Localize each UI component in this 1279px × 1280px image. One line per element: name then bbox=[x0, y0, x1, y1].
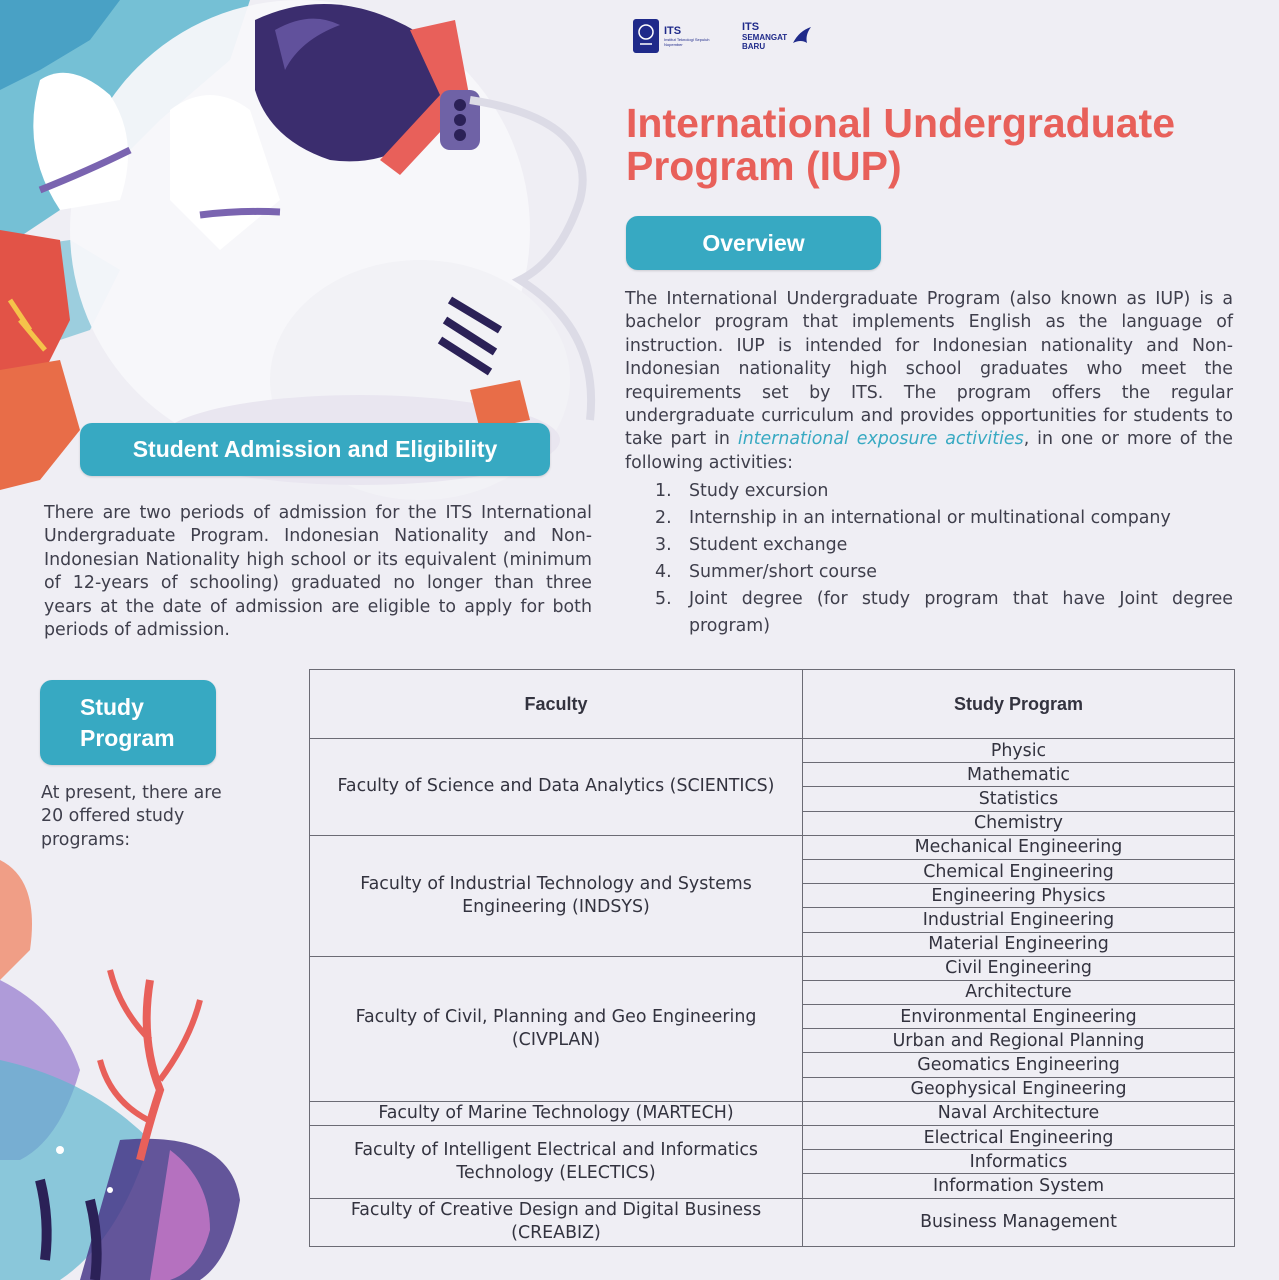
table-row bbox=[310, 1101, 1235, 1125]
study-program-cell: Geophysical Engineering bbox=[803, 1077, 1235, 1101]
faculty-column-header: Faculty bbox=[310, 670, 803, 739]
overview-text-before: The International Undergraduate Program (also known as IUP) is a bachelor program that implements English as the language of instruction. IUP is intended for Indonesian nationality and Non-Indonesian nationality high school graduates who meet the requirements set by ITS. The program offers the regular undergraduate curriculum and provides opportunities for students to take part in bbox=[625, 289, 1233, 450]
overview-paragraph bbox=[625, 288, 1233, 475]
list-item: 5. Joint degree (for study program that have Joint degree program) bbox=[655, 589, 1233, 636]
its-logo bbox=[632, 18, 724, 54]
study-program-cell: Physic bbox=[803, 739, 1235, 763]
study-program-cell: Chemistry bbox=[803, 811, 1235, 835]
study-program-cell: Chemical Engineering bbox=[803, 859, 1235, 883]
study-program-cell: Mathematic bbox=[803, 763, 1235, 787]
activities-list bbox=[655, 478, 1233, 640]
list-item: 1. Study excursion bbox=[655, 481, 829, 501]
study-program-cell: Civil Engineering bbox=[803, 956, 1235, 980]
faculty-cell: Faculty of Creative Design and Digital Business (CREABIZ) bbox=[310, 1198, 803, 1246]
study-program-cell: Statistics bbox=[803, 787, 1235, 811]
international-exposure-link[interactable]: international exposure activities bbox=[737, 429, 1024, 450]
study-program-cell: Business Management bbox=[803, 1198, 1235, 1246]
list-item: 3. Student exchange bbox=[655, 535, 848, 555]
study-program-cell: Information System bbox=[803, 1174, 1235, 1198]
page-title: International Undergraduate Program (IUP) bbox=[626, 100, 1176, 189]
faculty-cell: Faculty of Science and Data Analytics (SCIENTICS) bbox=[310, 739, 803, 836]
table-row bbox=[310, 739, 1235, 763]
study-program-cell: Material Engineering bbox=[803, 932, 1235, 956]
study-program-cell: Naval Architecture bbox=[803, 1101, 1235, 1125]
study-program-cell: Architecture bbox=[803, 980, 1235, 1004]
table-row bbox=[310, 835, 1235, 859]
study-heading-line1: Study bbox=[80, 693, 144, 720]
logo-bar bbox=[632, 18, 813, 54]
its-logo-icon bbox=[632, 18, 660, 54]
study-program-cell: Mechanical Engineering bbox=[803, 835, 1235, 859]
study-program-cell: Engineering Physics bbox=[803, 884, 1235, 908]
overview-text-after: , in one or more of the following activities: bbox=[625, 429, 1233, 473]
study-program-table bbox=[309, 669, 1235, 1247]
its-logo-name: ITS bbox=[664, 24, 682, 37]
admission-paragraph: There are two periods of admission for the ITS International Undergraduate Program. Indonesian Nationality and Non-Indonesian Nationality high school or its equivalent (minimum of 12-years of schooling) graduated no longer than three years at the date of admission are eligible to apply for both periods of admission. bbox=[44, 503, 592, 641]
semangat-baru-logo bbox=[742, 22, 813, 51]
study-program-cell: Electrical Engineering bbox=[803, 1126, 1235, 1150]
study-program-cell: Industrial Engineering bbox=[803, 908, 1235, 932]
faculty-cell: Faculty of Industrial Technology and Systems Engineering (INDSYS) bbox=[310, 835, 803, 956]
study-program-cell: Urban and Regional Planning bbox=[803, 1029, 1235, 1053]
study-program-cell: Informatics bbox=[803, 1150, 1235, 1174]
table-row bbox=[310, 1198, 1235, 1246]
table-body bbox=[310, 739, 1235, 1247]
semangat-line2: SEMANGAT bbox=[742, 32, 788, 42]
faculty-cell: Faculty of Intelligent Electrical and Informatics Technology (ELECTICS) bbox=[310, 1126, 803, 1199]
program-column-header: Study Program bbox=[803, 670, 1235, 739]
semangat-line3: BARU bbox=[742, 41, 766, 51]
faculty-cell: Faculty of Civil, Planning and Geo Engineering (CIVPLAN) bbox=[310, 956, 803, 1101]
list-item: 4. Summer/short course bbox=[655, 562, 878, 582]
list-item: 2. Internship in an international or multinational company bbox=[655, 508, 1171, 528]
study-heading-line2: Program bbox=[80, 724, 175, 751]
study-program-heading bbox=[40, 680, 216, 765]
its-logo-subtitle: Institut Teknologi Sepuluh Nopember bbox=[664, 36, 710, 47]
admission-heading: Student Admission and Eligibility bbox=[80, 423, 550, 476]
faculty-cell: Faculty of Marine Technology (MARTECH) bbox=[310, 1101, 803, 1125]
study-program-cell: Geomatics Engineering bbox=[803, 1053, 1235, 1077]
semangat-baru-logo-icon bbox=[791, 25, 813, 47]
study-program-intro: At present, there are 20 offered study programs: bbox=[41, 783, 222, 850]
study-program-cell: Environmental Engineering bbox=[803, 1005, 1235, 1029]
overview-heading: Overview bbox=[626, 216, 881, 270]
table-row bbox=[310, 956, 1235, 980]
table-header-row bbox=[310, 670, 1235, 739]
semangat-line1: ITS bbox=[742, 20, 760, 33]
table-row bbox=[310, 1126, 1235, 1150]
